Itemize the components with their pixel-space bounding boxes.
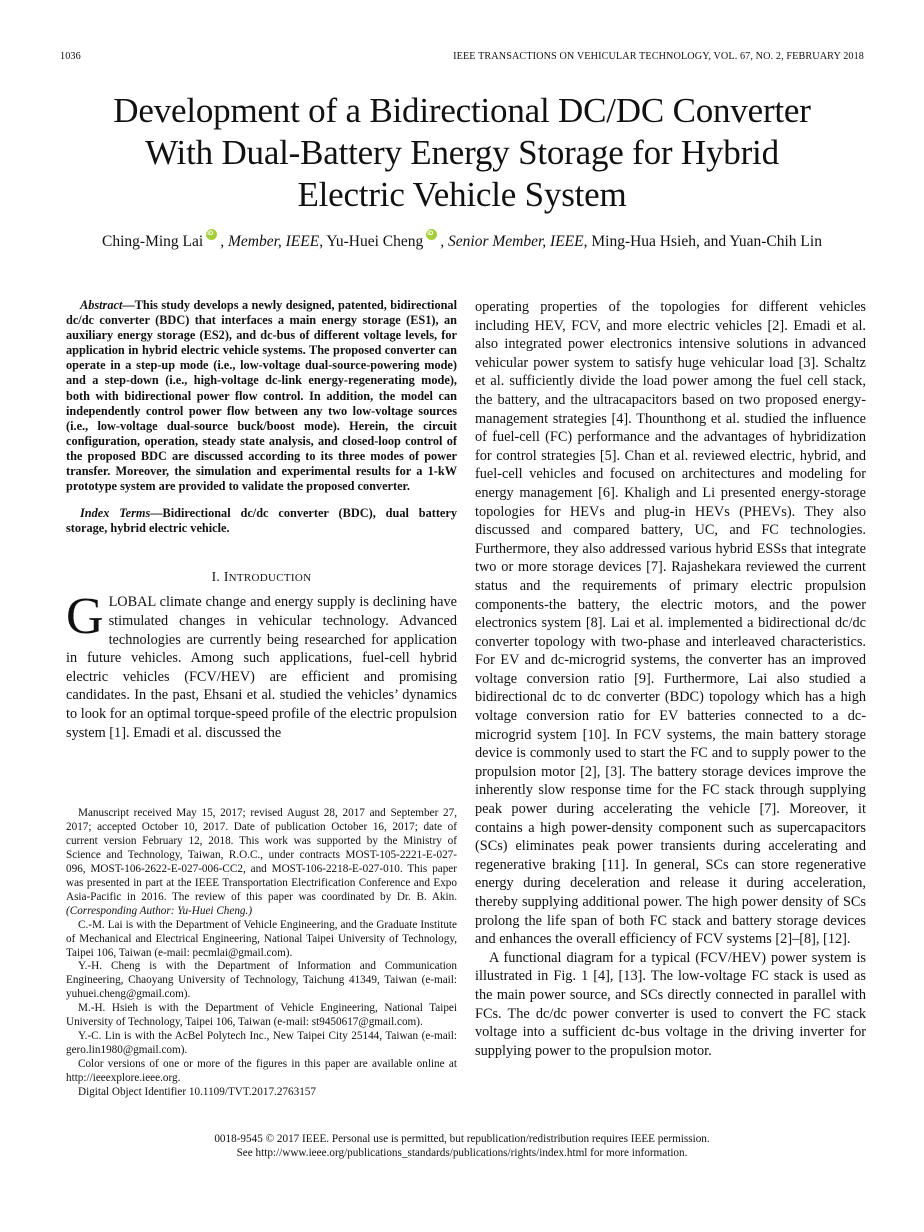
author-cheng-affiliation: , Senior Member, IEEE <box>440 233 584 250</box>
index-terms <box>66 506 457 536</box>
footnote-lin: Y.-C. Lin is with the AcBel Polytech Inc., New Taipei City 25144, Taiwan (e-mail: gero.lin1980@gmail.com). <box>66 1030 457 1057</box>
right-column <box>475 298 866 1060</box>
title-line-1: Development of a Bidirectional DC/DC Converter <box>113 91 811 130</box>
footnote-color: Color versions of one or more of the figures in this paper are available online at http://ieeexplore.ieee.org. <box>66 1058 457 1085</box>
orcid-icon[interactable] <box>206 229 217 240</box>
title-line-3: Electric Vehicle System <box>297 175 627 214</box>
left-column <box>66 298 457 742</box>
author-cheng: , Yu-Huei Cheng <box>319 233 424 250</box>
footnote-doi: Digital Object Identifier 10.1109/TVT.2017.2763157 <box>78 1086 316 1099</box>
author-lai-affiliation: , Member, IEEE <box>220 233 320 250</box>
footnote-hsieh: M.-H. Hsieh is with the Department of Vehicle Engineering, National Taipei University of Technology, Taipei 106, Taiwan (e-mail: st9450617@gmail.com). <box>66 1002 457 1029</box>
intro-text: LOBAL climate change and energy supply is declining have stimulated changes in vehicular technology. Advanced technologies are currently being researched for application in future vehicles. Among such applications, fuel-cell hybrid electric vehicles (FCV/HEV) are efficient and promising candidates. In the past, Ehsani et al. studied the vehicles’ dynamics to look for an optimal torque-speed profile of the electric propulsion system [1]. Emadi et al. discussed the <box>66 594 457 741</box>
author-lai: Ching-Ming Lai <box>102 233 204 250</box>
author-list <box>20 229 904 253</box>
copyright-line-1: 0018-9545 © 2017 IEEE. Personal use is permitted, but republication/redistribution requires IEEE permission. <box>214 1133 710 1145</box>
orcid-icon[interactable] <box>426 229 437 240</box>
paper-title <box>40 90 884 216</box>
page-number: 1036 <box>60 51 81 62</box>
index-terms-text: —Bidirectional dc/dc converter (BDC), dual battery storage, hybrid electric vehicle. <box>66 506 457 536</box>
section-numeral: I. <box>211 569 221 585</box>
journal-citation: IEEE TRANSACTIONS ON VEHICULAR TECHNOLOGY, VOL. 67, NO. 2, FEBRUARY 2018 <box>453 51 864 62</box>
section-heading-introduction <box>66 569 457 585</box>
section-title-rest: NTRODUCTION <box>228 572 312 585</box>
section-title-first: I <box>223 569 229 585</box>
abstract-label: Abstract <box>80 298 123 312</box>
running-header <box>60 51 864 65</box>
abstract-text: —This study develops a newly designed, patented, bidirectional dc/dc converter (BDC) that interfaces a main energy storage (ES1), an auxiliary energy storage (ES2), and dc-bus of different voltage levels, for application in hybrid electric vehicle systems. The proposed converter can operate in a step-up mode (i.e., low-voltage dual-source-powering mode) and a step-down (i.e., high-voltage dc-link energy-regenerating mode), both with bidirectional power flow control. In addition, the model can independently control power flow between any two low-voltage sources (i.e., low-voltage dual-source buck/boost mode). Herein, the circuit configuration, operation, steady state analysis, and closed-loop control of the proposed BDC are discussed according to its three modes of power transfer. Moreover, the simulation and experimental results for a 1-kW prototype system are provided to validate the proposed converter. <box>66 298 457 494</box>
right-paragraph-2: A functional diagram for a typical (FCV/HEV) power system is illustrated in Fig. 1 [4], [13]. The low-voltage FC stack is used as the main power source, and SCs directly connected in parallel with FCs. The dc/dc power converter is used to convert the FC stack voltage into a sufficient dc-bus voltage in the driving inverter for supplying power to the propulsion motor. <box>475 949 866 1059</box>
copyright-notice <box>30 1133 894 1160</box>
footnotes <box>66 807 457 1100</box>
abstract <box>66 298 457 494</box>
right-paragraph-1: operating properties of the topologies for different vehicles including HEV, FCV, and more electric vehicles [2]. Emadi et al. also integrated power electronics intensive solutions in advanced vehicular power system to satisfy huge vehicular load [3]. Schaltz et al. sufficiently divide the load power among the fuel cell stack, the battery, and the ultracapacitors based on two proposed energy-management strategies [4]. Thounthong et al. studied the influence of fuel-cell (FC) performance and the advantages of hybridization for control strategies [5]. Chan et al. reviewed electric, hybrid, and fuel-cell vehicles and focused on architectures and modeling for energy management [6]. Khaligh and Li presented energy-storage topologies for HEVs and plug-in HEVs (PHEVs). They also discussed and compared battery, UC, and FC technologies. Furthermore, they also addressed various hybrid ESSs that integrate two or more storage devices [7]. Rajashekara reviewed the current status and the requirements of primary electric propulsion components-the battery, the electric motors, and the power electronics system [8]. Lai et al. implemented a bidirectional dc/dc converter topology with two-phase and interleaved characteristics. For EV and dc-microgrid systems, the converter has an improved voltage conversion ratio [9]. Furthermore, Lai also studied a bidirectional dc to dc converter (BDC) topology which has a high voltage conversion ratio for EV batteries connected to a dc-microgrid system [10]. In FCV systems, the main battery storage device is commonly used to start the FC and to supply power to the propulsion motor [2], [3]. The battery storage devices improve the inherently slow response time for the FC stack through supplying peak power during accelerating the vehicle [7]. Moreover, it contains a high power-density component such as supercapacitors (SCs) eliminates peak power transients during accelerating and regenerative braking [11]. In general, SCs can store regenerative energy during deceleration and release it during acceleration, thereby supplying additional power. The high power density of SCs prolong the life span of both FC stack and battery storage devices and enhances the overall efficiency of FCV systems [2]–[8], [12]. <box>475 299 866 948</box>
footnote-lai: C.-M. Lai is with the Department of Vehicle Engineering, and the Graduate Institute of Mechanical and Electrical Engineering, National Taipei University of Technology, Taipei 106, Taiwan (e-mail: pecmlai@gmail.com). <box>66 918 457 959</box>
corresponding-author: (Corresponding Author: Yu-Huei Cheng.) <box>66 904 253 917</box>
footnote-cheng: Y.-H. Cheng is with the Department of Information and Communication Engineering, Chaoyang University of Technology, Taichung 41349, Taiwan (e-mail: yuhuei.cheng@gmail.com). <box>66 960 457 1001</box>
intro-paragraph <box>66 588 457 742</box>
drop-cap: G <box>66 588 104 646</box>
title-line-2: With Dual-Battery Energy Storage for Hybrid <box>145 133 779 172</box>
copyright-line-2: See http://www.ieee.org/publications_standards/publications/rights/index.html for more information. <box>236 1146 688 1159</box>
author-others: , Ming-Hua Hsieh, and Yuan-Chih Lin <box>583 233 822 250</box>
index-terms-label: Index Terms <box>80 506 151 521</box>
footnote-manuscript: Manuscript received May 15, 2017; revised August 28, 2017 and September 27, 2017; accepted October 10, 2017. Date of publication October 16, 2017; date of current version February 12, 2018. This work was supported by the Ministry of Science and Technology, Taiwan, R.O.C., under contracts MOST-105-2221-E-027-096, MOST-106-2622-E-027-006-CC2, and MOST-106-2218-E-027-010. This paper was presented in part at the IEEE Transportation Electrification Conference and Expo Asia-Pacific in 2016. The review of this paper was coordinated by Dr. B. Akin. (Corresponding Author: Yu-Huei Cheng.) <box>66 807 457 917</box>
